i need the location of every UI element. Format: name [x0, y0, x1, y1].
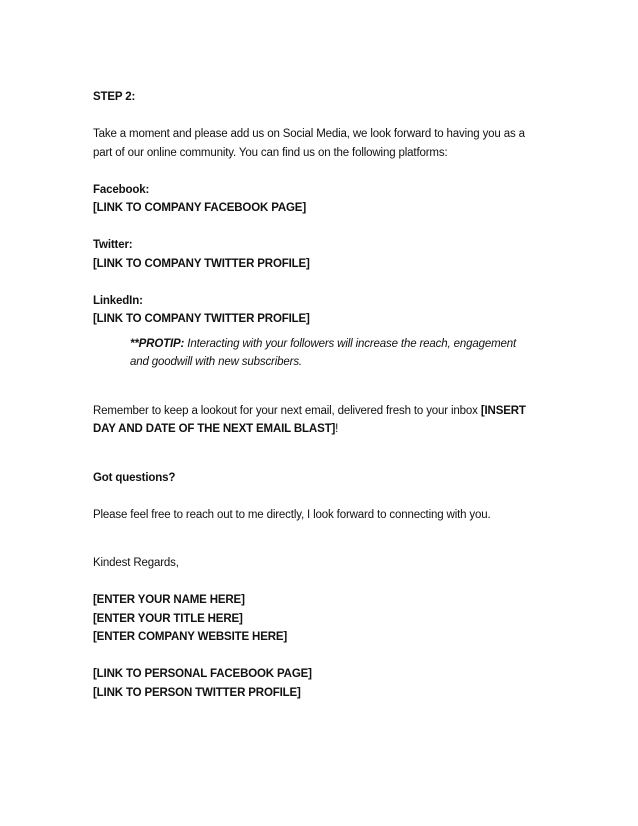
facebook-link[interactable]: [LINK TO COMPANY FACEBOOK PAGE]: [93, 202, 307, 214]
questions-heading: Got questions?: [93, 471, 176, 484]
reminder-text: Remember to keep a lookout for your next email, delivered fresh to your inbox: [93, 404, 481, 417]
personal-facebook-link[interactable]: [LINK TO PERSONAL FACEBOOK PAGE]: [93, 668, 312, 680]
protip-label: **PROTIP:: [130, 337, 185, 350]
twitter-link[interactable]: [LINK TO COMPANY TWITTER PROFILE]: [93, 257, 310, 270]
twitter-label: Twitter:: [93, 239, 133, 251]
signature-website: [ENTER COMPANY WEBSITE HERE]: [93, 631, 288, 643]
signoff: Kindest Regards,: [93, 557, 179, 569]
questions-text: Please feel free to reach out to me directly, I look forward to connecting with you.: [93, 508, 491, 521]
protip-line-1: Interacting with your followers will increase the reach, engagement: [184, 337, 517, 350]
facebook-label: Facebook:: [93, 183, 150, 196]
intro-line-2: part of our online community. You can find us on the following platforms:: [93, 146, 448, 159]
protip-line-2: and goodwill with new subscribers.: [130, 356, 302, 368]
linkedin-section: [93, 292, 553, 329]
signature-title: [ENTER YOUR TITLE HERE]: [93, 612, 243, 625]
personal-twitter-link[interactable]: [LINK TO PERSON TWITTER PROFILE]: [93, 686, 301, 699]
twitter-section: [93, 236, 553, 273]
intro-line-1: Take a moment and please add us on Social Media, we look forward to having you as a: [93, 128, 525, 140]
reminder-insert-1: [INSERT: [480, 404, 526, 417]
signature-block: [93, 591, 553, 702]
linkedin-label: LinkedIn:: [93, 294, 143, 307]
reminder-insert-2: DAY AND DATE OF THE NEXT EMAIL BLAST]: [93, 423, 336, 435]
facebook-section: [93, 181, 553, 218]
intro-paragraph: [93, 125, 553, 162]
signature-name: [ENTER YOUR NAME HERE]: [93, 594, 245, 606]
linkedin-link[interactable]: [LINK TO COMPANY TWITTER PROFILE]: [93, 313, 310, 325]
document-page: [93, 88, 553, 702]
protip-note: [130, 335, 553, 372]
step-heading: STEP 2:: [93, 91, 136, 103]
reminder-paragraph: [93, 402, 553, 439]
reminder-tail: !: [335, 423, 339, 435]
